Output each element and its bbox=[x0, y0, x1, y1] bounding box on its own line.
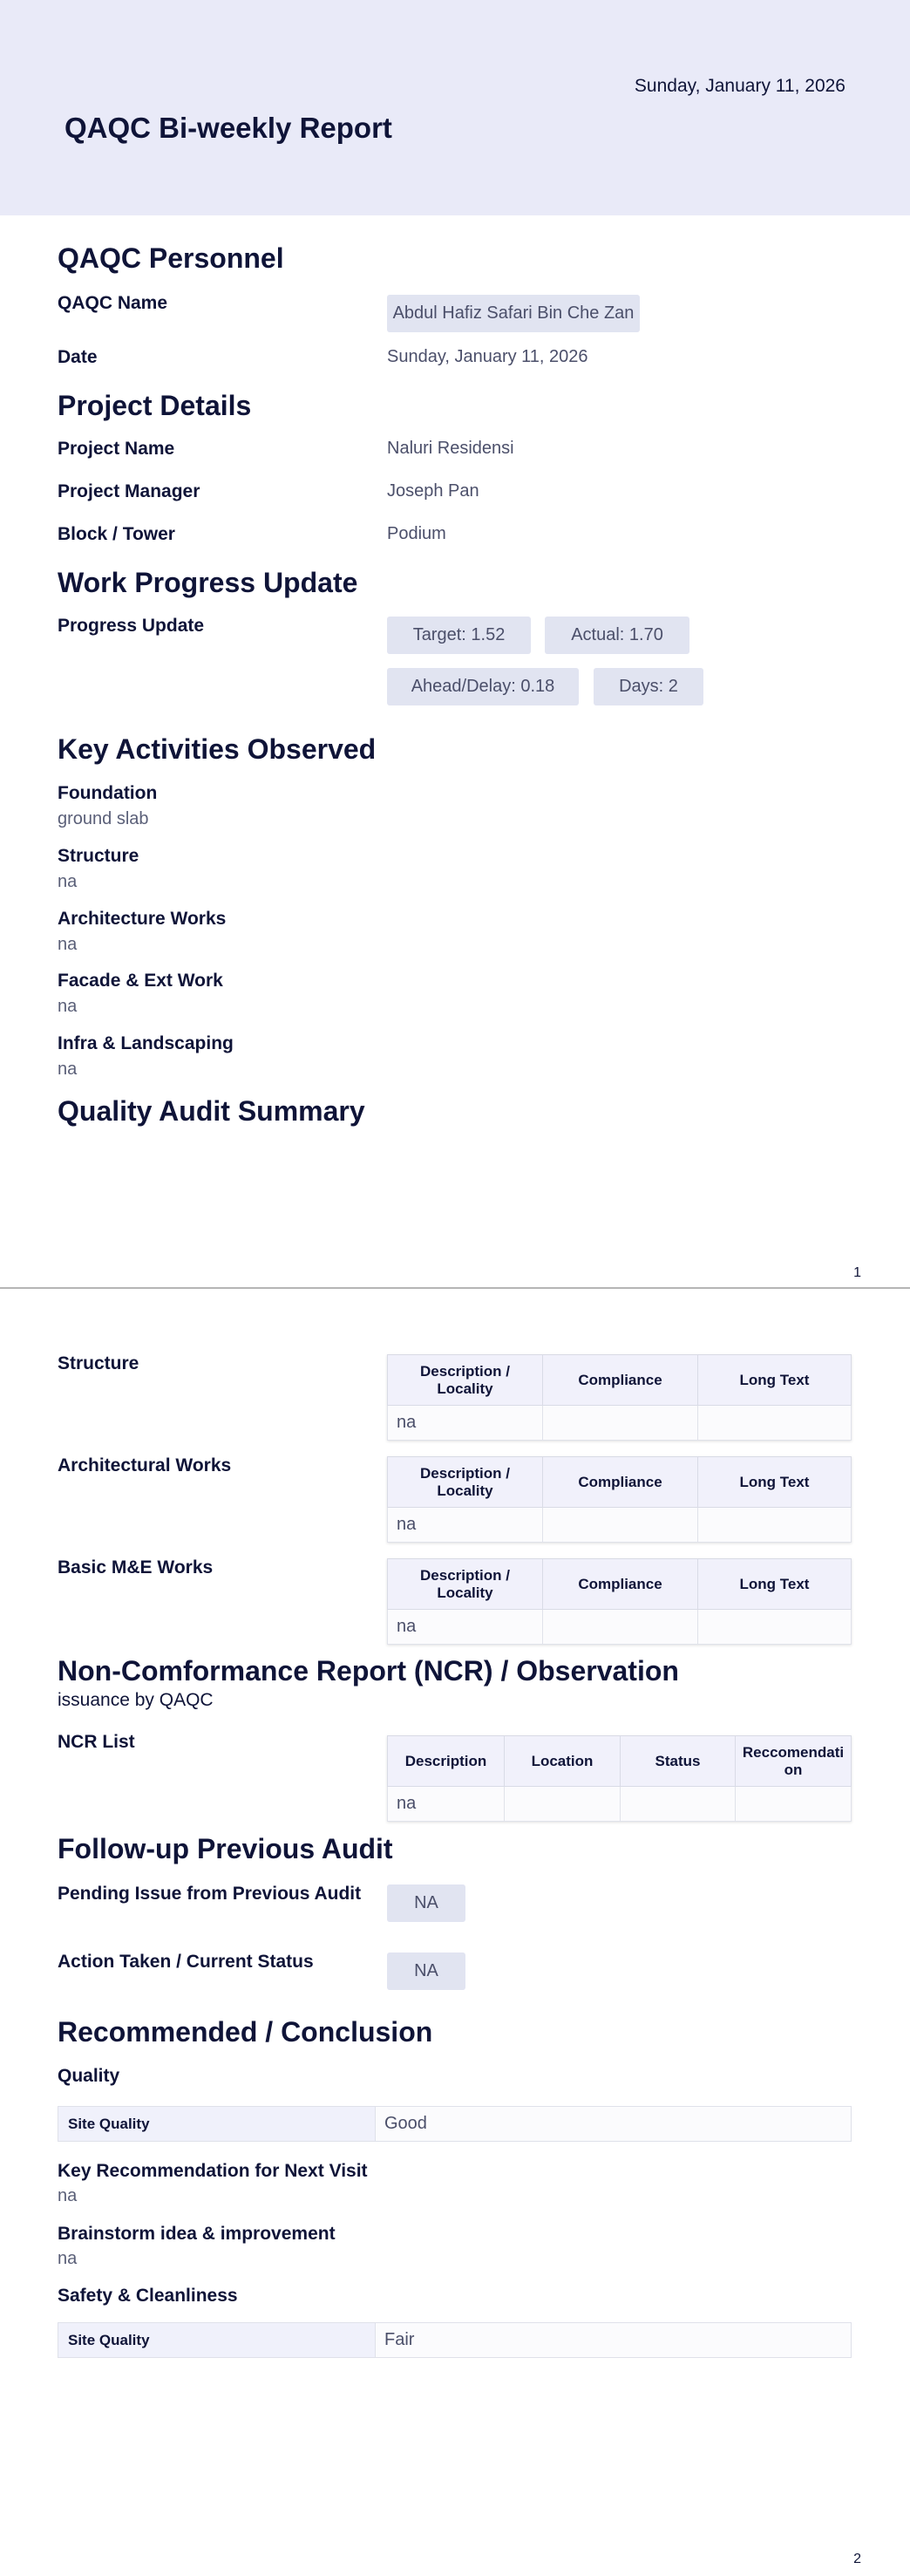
quality-label: Quality bbox=[58, 2066, 120, 2086]
cell-long-text bbox=[698, 1508, 852, 1543]
col-compliance: Compliance bbox=[543, 1355, 698, 1406]
col-compliance: Compliance bbox=[543, 1457, 698, 1508]
safety-label: Safety & Cleanliness bbox=[58, 2286, 238, 2306]
report-header bbox=[0, 0, 910, 215]
activity-structure-label: Structure bbox=[58, 846, 139, 866]
activity-infra-label: Infra & Landscaping bbox=[58, 1033, 234, 1053]
cell-long-text bbox=[698, 1406, 852, 1441]
progress-target-chip: Target: 1.52 bbox=[387, 617, 531, 654]
page-1 bbox=[0, 0, 910, 1287]
activity-infra-value: na bbox=[58, 1060, 78, 1079]
page-number-1: 1 bbox=[853, 1265, 861, 1280]
audit-architectural-label: Architectural Works bbox=[58, 1455, 232, 1475]
personnel-heading: QAQC Personnel bbox=[58, 242, 284, 274]
cell-description: na bbox=[388, 1610, 543, 1645]
progress-ahead-delay-chip: Ahead/Delay: 0.18 bbox=[387, 668, 579, 705]
cell-compliance bbox=[543, 1508, 698, 1543]
project-manager-label: Project Manager bbox=[58, 481, 200, 501]
conclusion-heading: Recommended / Conclusion bbox=[58, 2016, 433, 2048]
block-label: Block / Tower bbox=[58, 524, 175, 544]
project-name-label: Project Name bbox=[58, 439, 175, 459]
action-taken-label: Action Taken / Current Status bbox=[58, 1952, 314, 1972]
action-taken-value: NA bbox=[387, 1952, 465, 1990]
brainstorm-label: Brainstorm idea & improvement bbox=[58, 2224, 336, 2244]
audit-architectural-table bbox=[387, 1456, 852, 1543]
col-status: Status bbox=[621, 1736, 736, 1787]
progress-heading: Work Progress Update bbox=[58, 567, 358, 598]
activity-architecture-label: Architecture Works bbox=[58, 909, 227, 929]
progress-days-chip: Days: 2 bbox=[594, 668, 703, 705]
activity-architecture-value: na bbox=[58, 935, 78, 954]
recommendation-label: Key Recommendation for Next Visit bbox=[58, 2161, 368, 2181]
progress-label: Progress Update bbox=[58, 616, 205, 636]
page-number-2: 2 bbox=[853, 2552, 861, 2566]
audit-structure-label: Structure bbox=[58, 1353, 139, 1373]
cell-compliance bbox=[543, 1406, 698, 1441]
activities-heading: Key Activities Observed bbox=[58, 733, 377, 765]
cell-compliance bbox=[543, 1610, 698, 1645]
site-quality-table bbox=[58, 2106, 852, 2142]
progress-actual-chip: Actual: 1.70 bbox=[545, 617, 689, 654]
col-long-text: Long Text bbox=[698, 1355, 852, 1406]
ncr-table bbox=[387, 1735, 852, 1822]
ncr-list-label: NCR List bbox=[58, 1732, 135, 1752]
audit-heading: Quality Audit Summary bbox=[58, 1095, 365, 1127]
cell-long-text bbox=[698, 1610, 852, 1645]
cell-recommendation bbox=[736, 1787, 852, 1822]
audit-me-table bbox=[387, 1558, 852, 1645]
cell-location bbox=[505, 1787, 621, 1822]
qaqc-name-label: QAQC Name bbox=[58, 293, 168, 313]
activity-foundation-value: ground slab bbox=[58, 809, 149, 828]
project-heading: Project Details bbox=[58, 390, 252, 421]
activity-facade-value: na bbox=[58, 997, 78, 1016]
cell-description: na bbox=[388, 1508, 543, 1543]
followup-heading: Follow-up Previous Audit bbox=[58, 1833, 393, 1864]
audit-structure-table bbox=[387, 1354, 852, 1441]
activity-foundation-label: Foundation bbox=[58, 783, 158, 803]
ncr-subtitle: issuance by QAQC bbox=[58, 1690, 214, 1710]
page-2 bbox=[0, 1287, 910, 2574]
col-recommendation: Reccomendation bbox=[736, 1736, 852, 1787]
header-date: Sunday, January 11, 2026 bbox=[634, 76, 845, 96]
col-description-locality: Description / Locality bbox=[388, 1559, 543, 1610]
block-value: Podium bbox=[387, 524, 446, 543]
pending-issue-value: NA bbox=[387, 1884, 465, 1922]
project-name-value: Naluri Residensi bbox=[387, 439, 514, 458]
cell-description: na bbox=[388, 1787, 505, 1822]
qaqc-name-value: Abdul Hafiz Safari Bin Che Zan bbox=[387, 295, 640, 332]
col-description: Description bbox=[388, 1736, 505, 1787]
table-row bbox=[388, 1406, 852, 1441]
activity-facade-label: Facade & Ext Work bbox=[58, 971, 223, 991]
ncr-heading: Non-Comformance Report (NCR) / Observation bbox=[58, 1655, 679, 1687]
recommendation-value: na bbox=[58, 2186, 78, 2205]
col-description-locality: Description / Locality bbox=[388, 1355, 543, 1406]
table-row bbox=[388, 1787, 852, 1822]
col-long-text: Long Text bbox=[698, 1457, 852, 1508]
safety-quality-table bbox=[58, 2322, 852, 2358]
cell-description: na bbox=[388, 1406, 543, 1441]
pending-issue-label: Pending Issue from Previous Audit bbox=[58, 1884, 362, 1904]
col-long-text: Long Text bbox=[698, 1559, 852, 1610]
safety-quality-value: Fair bbox=[376, 2323, 852, 2358]
col-location: Location bbox=[505, 1736, 621, 1787]
site-quality-value: Good bbox=[376, 2107, 852, 2142]
date-value: Sunday, January 11, 2026 bbox=[387, 347, 588, 366]
project-manager-value: Joseph Pan bbox=[387, 481, 479, 501]
col-description-locality: Description / Locality bbox=[388, 1457, 543, 1508]
table-row bbox=[58, 2323, 852, 2358]
table-row bbox=[388, 1610, 852, 1645]
col-compliance: Compliance bbox=[543, 1559, 698, 1610]
table-row bbox=[58, 2107, 852, 2142]
table-row bbox=[388, 1508, 852, 1543]
audit-me-label: Basic M&E Works bbox=[58, 1557, 214, 1578]
cell-status bbox=[621, 1787, 736, 1822]
safety-quality-key: Site Quality bbox=[58, 2323, 376, 2358]
report-title: QAQC Bi-weekly Report bbox=[65, 112, 392, 144]
brainstorm-value: na bbox=[58, 2249, 78, 2268]
activity-structure-value: na bbox=[58, 872, 78, 891]
site-quality-key: Site Quality bbox=[58, 2107, 376, 2142]
date-label: Date bbox=[58, 347, 98, 367]
